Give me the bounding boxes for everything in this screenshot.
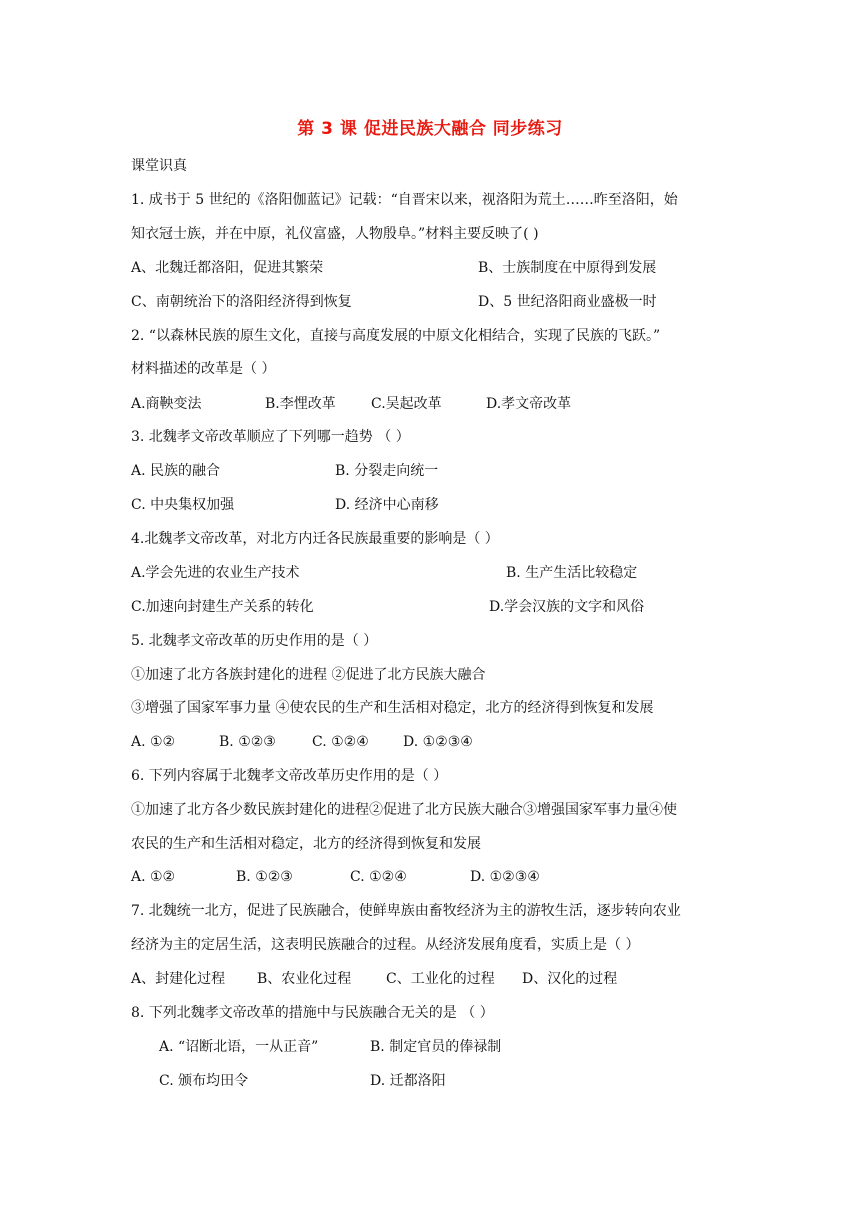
question-5-option-d: D. ①②③④: [403, 734, 473, 750]
question-5-option-a: A. ①②: [131, 734, 176, 750]
question-3-option-d: D. 经济中心南移: [335, 497, 439, 513]
question-7-option-c: C、工业化的过程: [386, 971, 495, 987]
question-6-statement-line-2: 农民的生产和生活相对稳定，北方的经济得到恢复和发展: [131, 836, 481, 852]
question-4-stem: 4.北魏孝文帝改革，对北方内迁各民族最重要的影响是（ ）: [131, 531, 499, 547]
question-1-stem-line-2: 知衣冠士族，并在中原，礼仪富盛，人物殷阜。”材料主要反映了( ): [131, 226, 539, 242]
question-3-option-b: B. 分裂走向统一: [335, 463, 439, 479]
question-8-option-d: D. 迁都洛阳: [370, 1073, 446, 1089]
question-3-stem: 3. 北魏孝文帝改革顺应了下列哪一趋势 （ ）: [131, 429, 410, 445]
question-3-option-c: C. 中央集权加强: [131, 497, 235, 513]
question-8-option-b: B. 制定官员的俸禄制: [370, 1039, 502, 1055]
question-2-option-c: C.吴起改革: [371, 396, 442, 412]
question-6-option-b: B. ①②③: [236, 869, 293, 885]
question-5-stem: 5. 北魏孝文帝改革的历史作用的是（ ）: [131, 633, 378, 649]
question-6-statement-line-1: ①加速了北方各少数民族封建化的进程②促进了北方民族大融合③增强国家军事力量④使: [131, 802, 677, 818]
page-title: 第 3 课 促进民族大融合 同步练习: [297, 119, 563, 139]
question-4-option-d: D.学会汉族的文字和风俗: [489, 599, 645, 615]
question-4-option-a: A.学会先进的农业生产技术: [131, 565, 300, 581]
question-2-option-d: D.孝文帝改革: [486, 396, 572, 412]
question-2-stem-line-1: 2. “以森林民族的原生文化，直接与高度发展的中原文化相结合，实现了民族的飞跃。”: [131, 328, 661, 344]
question-5-option-c: C. ①②④: [312, 734, 369, 750]
question-6-option-d: D. ①②③④: [470, 869, 540, 885]
question-8-option-a: A. “诏断北语，一从正音”: [159, 1039, 319, 1055]
question-1-option-c: C、南朝统治下的洛阳经济得到恢复: [131, 294, 352, 310]
question-7-stem-line-2: 经济为主的定居生活，这表明民族融合的过程。从经济发展角度看，实质上是（ ）: [131, 937, 640, 953]
question-7-option-b: B、农业化过程: [257, 971, 352, 987]
question-1-option-a: A、北魏迁都洛阳，促进其繁荣: [131, 260, 324, 276]
question-1-option-b: B、士族制度在中原得到发展: [478, 260, 657, 276]
question-3-option-a: A. 民族的融合: [131, 463, 221, 479]
question-5-option-b: B. ①②③: [219, 734, 276, 750]
question-1-stem-line-1: 1. 成书于 5 世纪的《洛阳伽蓝记》记载：“自晋宋以来，视洛阳为荒土……昨至洛阳，始: [131, 192, 678, 208]
question-4-option-c: C.加速向封建生产关系的转化: [131, 599, 314, 615]
question-7-stem-line-1: 7. 北魏统一北方，促进了民族融合，使鲜卑族由畜牧经济为主的游牧生活，逐步转向农业: [131, 903, 681, 919]
question-5-statement-line-2: ③增强了国家军事力量 ④使农民的生产和生活相对稳定，北方的经济得到恢复和发展: [131, 700, 654, 716]
section-heading: 课堂识真: [131, 158, 187, 174]
question-2-option-a: A.商鞅变法: [131, 396, 202, 412]
question-2-option-b: B.李悝改革: [265, 396, 336, 412]
question-2-stem-line-2: 材料描述的改革是（ ）: [131, 361, 276, 377]
question-7-option-d: D、汉化的过程: [522, 971, 618, 987]
question-7-option-a: A、封建化过程: [131, 971, 226, 987]
question-8-option-c: C. 颁布均田令: [159, 1073, 249, 1089]
question-8-stem: 8. 下列北魏孝文帝改革的措施中与民族融合无关的是 （ ）: [131, 1005, 494, 1021]
question-6-option-a: A. ①②: [131, 869, 176, 885]
question-6-stem: 6. 下列内容属于北魏孝文帝改革历史作用的是（ ）: [131, 768, 448, 784]
question-5-statement-line-1: ①加速了北方各族封建化的进程 ②促进了北方民族大融合: [131, 667, 486, 683]
question-4-option-b: B. 生产生活比较稳定: [506, 565, 638, 581]
question-6-option-c: C. ①②④: [350, 869, 407, 885]
question-1-option-d: D、5 世纪洛阳商业盛极一时: [478, 294, 657, 310]
